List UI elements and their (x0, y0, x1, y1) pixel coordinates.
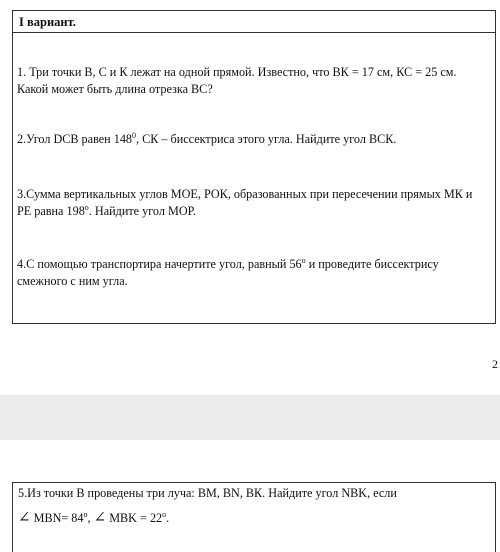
task-5-box (12, 482, 496, 552)
angle-mbk-degree: o (162, 509, 167, 519)
task-4-line-2: смежного с ним угла. (17, 274, 128, 288)
task-3-line-1: 3.Сумма вертикальных углов МОЕ, РОК, образованных при пересечении прямых МК и (17, 187, 473, 201)
task-3-line-2-start: РЕ равна 198 (17, 204, 85, 218)
task-2-degree: 0 (132, 130, 137, 140)
task-5-line-2 (18, 510, 169, 527)
task-5-end: . (166, 511, 170, 525)
task-4-line-1-start: 4.С помощью транспортира начертите угол, равный 56 (17, 257, 302, 271)
task-3 (17, 186, 487, 220)
task-1-line-2: Какой может быть длина отрезка ВС? (17, 82, 213, 96)
task-4-line-1-end: и проведите биссектрису (305, 257, 439, 271)
task-1-line-1: 1. Три точки В, С и К лежат на одной прямой. Известно, что ВК = 17 см, КС = 25 см. (17, 65, 457, 79)
task-3-line-2-end: . Найдите угол МОР. (88, 204, 196, 218)
variant-title: I вариант. (13, 11, 495, 33)
task-2-text-start: 2.Угол DCB равен 148 (17, 132, 133, 146)
worksheet-page-bottom (0, 440, 500, 547)
angle-symbol-icon: ∠ (18, 510, 31, 526)
angle-mbk-text: MBK = 22 (109, 511, 163, 525)
task-4 (17, 256, 487, 290)
task-2 (17, 131, 487, 148)
page-gap (0, 395, 500, 440)
task-2-text-end: , СК – биссектриса этого угла. Найдите угол ВСК. (136, 132, 397, 146)
page-number: 2 (492, 357, 498, 371)
task-3-line-2 (17, 203, 487, 220)
task-3-degree: o (84, 202, 89, 212)
angle-mbn-degree: o (83, 509, 88, 519)
angle-symbol-icon: ∠ (93, 510, 107, 526)
task-4-degree: o (301, 255, 306, 265)
task-5-line-1: 5.Из точки В проведены три луча: ВМ, ВN, ВК. Найдите угол NBK, если (18, 486, 397, 500)
task-1 (17, 64, 487, 98)
task-4-line-1 (17, 256, 487, 273)
angle-mbn-text: MBN= 84 (33, 511, 84, 525)
separator: , (87, 511, 94, 525)
